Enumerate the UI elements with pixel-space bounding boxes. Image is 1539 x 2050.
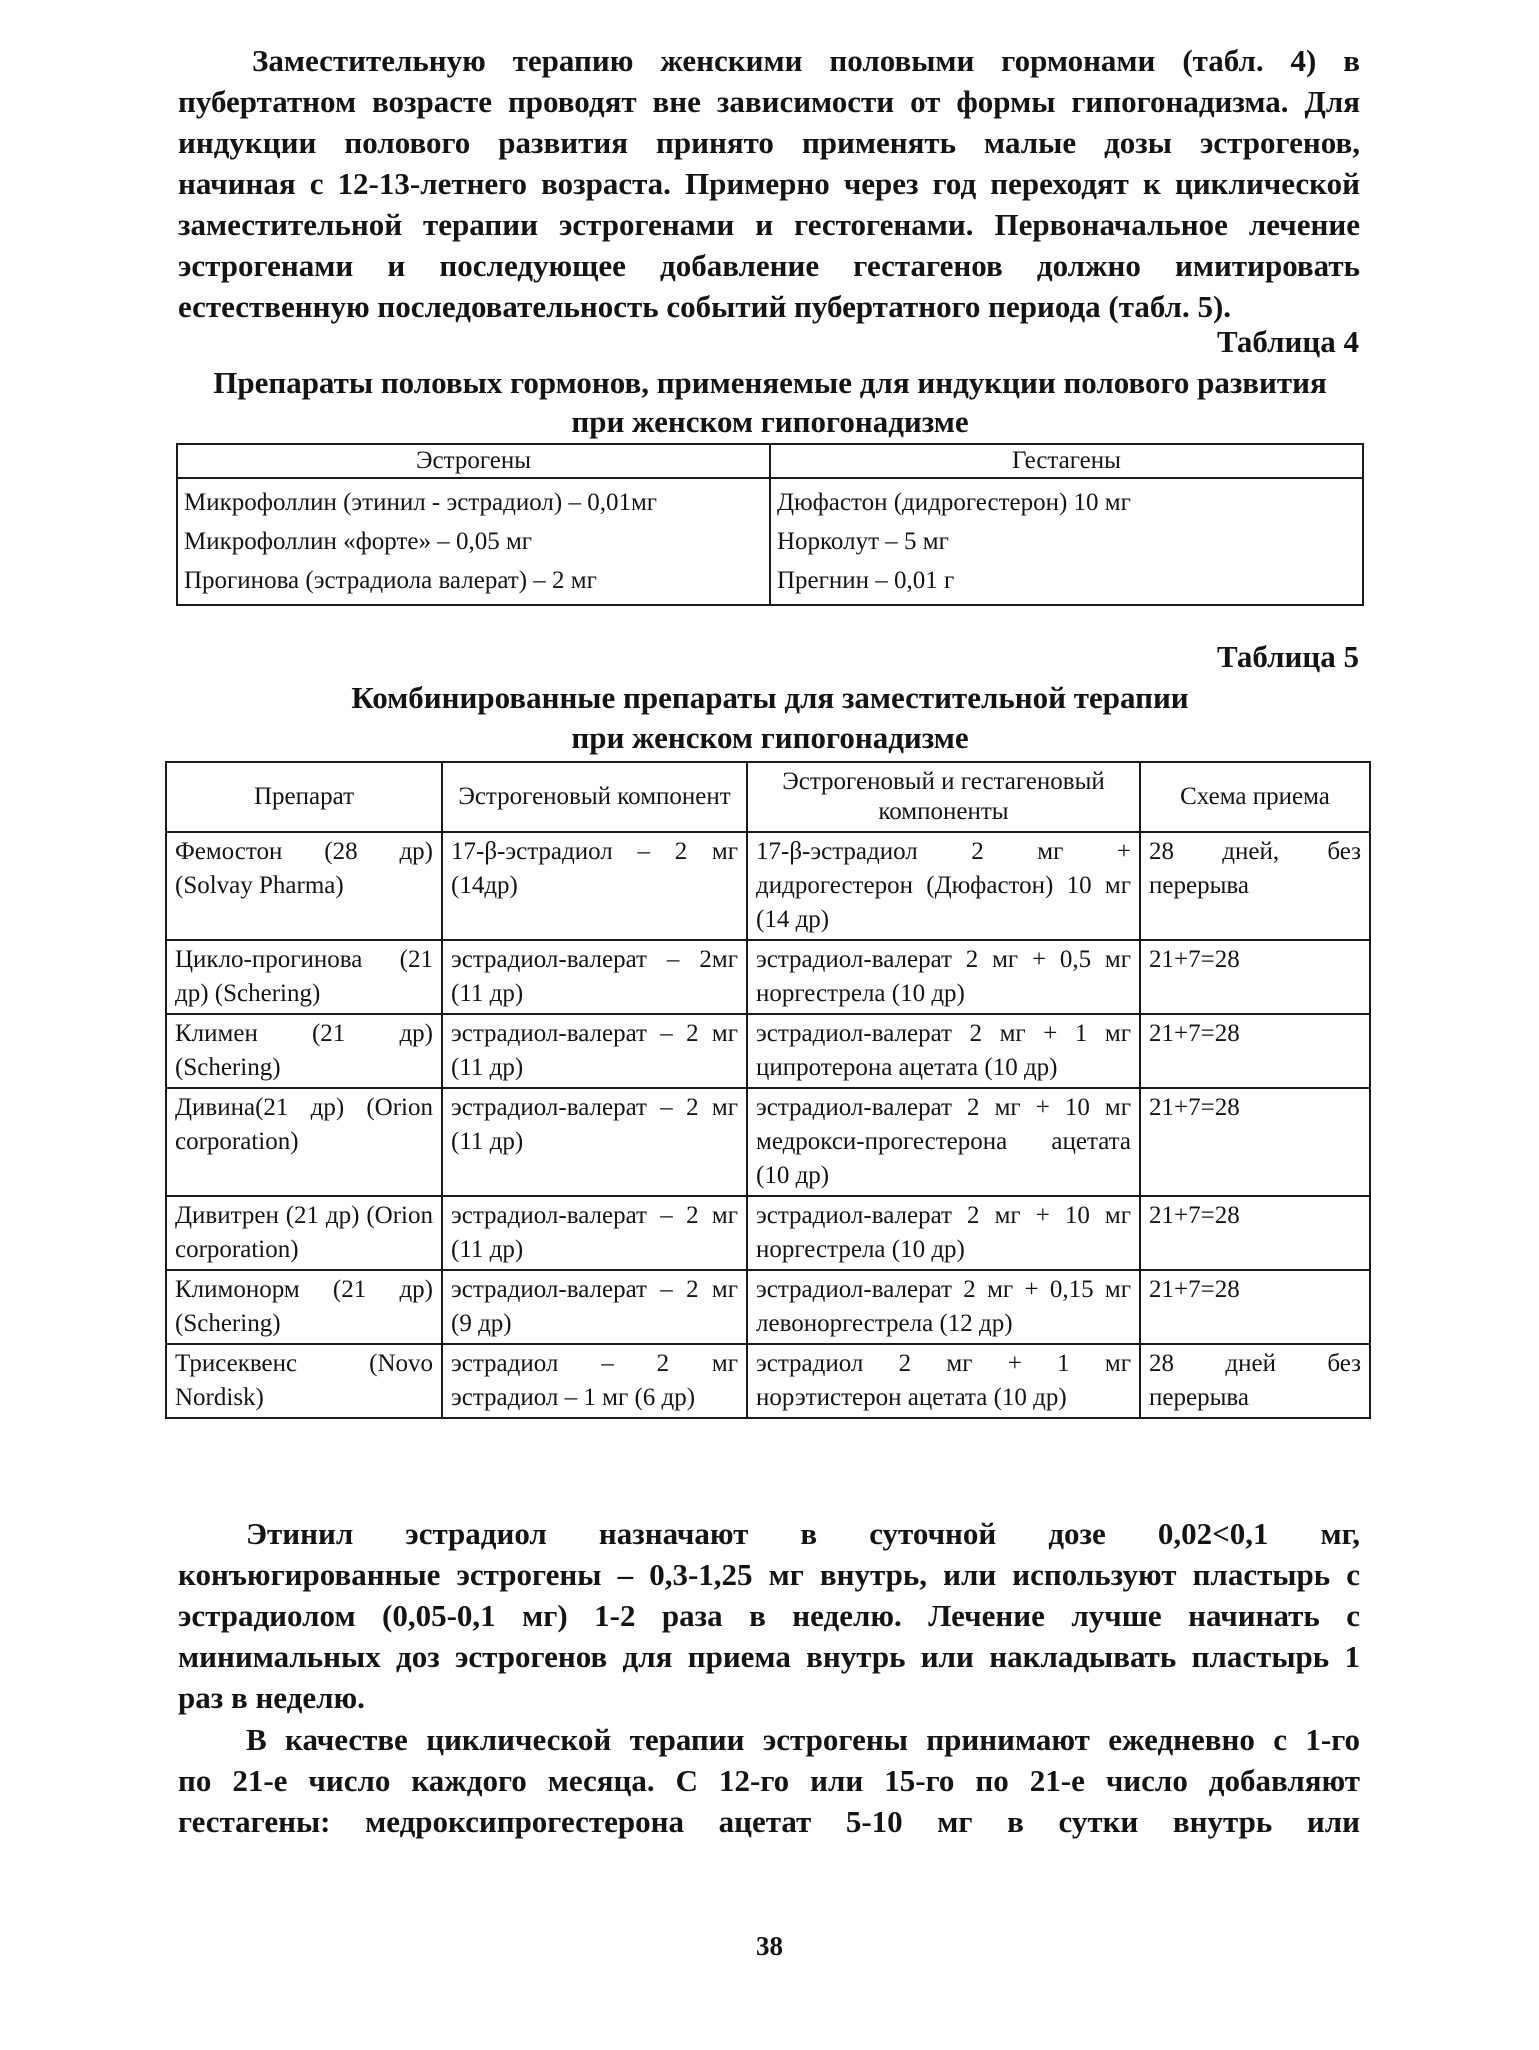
- table-header-row: [166, 762, 1370, 832]
- table5-title: Комбинированные препараты для заместительной терапии: [351, 680, 1189, 715]
- table-cell: эстрадиол-валерат 2 мг + 10 мг норгестрела (10 др): [747, 1196, 1140, 1270]
- table-cell: Климонорм (21 др) (Schering): [166, 1270, 442, 1344]
- intro-paragraph: [178, 40, 1360, 327]
- list-item: Дюфастон (дидрогестерон) 10 мг: [777, 489, 1131, 516]
- paragraph-line: эстрадиолом (0,05-0,1 мг) 1-2 раза в неделю. Лечение лучше начинать с: [178, 1598, 1360, 1633]
- table-cell: эстрадиол-валерат – 2 мг (9 др): [442, 1270, 747, 1344]
- paragraph-line: пубертатном возрасте проводят вне зависимости от формы гипогонадизма. Для: [178, 84, 1360, 119]
- cyclic-therapy-paragraph: [178, 1719, 1360, 1842]
- table-cell: 17-β-эстрадиол 2 мг + дидрогестерон (Дюфастон) 10 мг (14 др): [747, 832, 1140, 940]
- table-cell: 21+7=28: [1140, 1014, 1370, 1088]
- table-cell: Фемостон (28 др) (Solvay Pharma): [166, 832, 442, 940]
- paragraph-line: гестагены: медроксипрогестерона ацетат 5-10 мг в сутки внутрь или: [178, 1804, 1360, 1839]
- table-row: [166, 1344, 1370, 1418]
- table-cell: 28 дней, без перерыва: [1140, 832, 1370, 940]
- paragraph-line: конъюгированные эстрогены – 0,3-1,25 мг внутрь, или используют пластырь с: [178, 1557, 1360, 1592]
- column-header: Гестагены: [770, 444, 1363, 478]
- table-cell: 21+7=28: [1140, 1088, 1370, 1196]
- table-cell: Трисеквенс (Novo Nordisk): [166, 1344, 442, 1418]
- column-header: Схема приема: [1140, 762, 1370, 832]
- table-cell: эстрадиол-валерат – 2 мг (11 др): [442, 1196, 747, 1270]
- table-cell: эстрадиол 2 мг + 1 мг норэтистерон ацетата (10 др): [747, 1344, 1140, 1418]
- table4-title: Препараты половых гормонов, применяемые для индукции полового развития: [213, 365, 1327, 400]
- table4-label: Таблица 4: [1217, 324, 1359, 359]
- gestagens-cell: [770, 478, 1363, 605]
- paragraph-line: эстрогенами и последующее добавление гестагенов должно имитировать: [178, 248, 1360, 283]
- paragraph-line: Заместительную терапию женскими половыми гормонами (табл. 4) в: [252, 43, 1360, 78]
- paragraph-line: индукции полового развития принято применять малые дозы эстрогенов,: [178, 125, 1360, 160]
- page-number: 38: [756, 1931, 783, 1961]
- list-item: Прогинова (эстрадиола валерат) – 2 мг: [184, 567, 597, 594]
- table-cell: эстрадиол-валерат 2 мг + 10 мг медрокси-прогестерона ацетата (10 др): [747, 1088, 1140, 1196]
- paragraph-line: заместительной терапии эстрогенами и гестогенами. Первоначальное лечение: [178, 207, 1360, 242]
- table5: [165, 761, 1371, 1419]
- table-cell: эстрадиол-валерат – 2 мг (11 др): [442, 1014, 747, 1088]
- table-cell: Климен (21 др) (Schering): [166, 1014, 442, 1088]
- table-cell: Цикло-прогинова (21 др) (Schering): [166, 940, 442, 1014]
- table-row: [177, 478, 1363, 605]
- paragraph-line: В качестве циклической терапии эстрогены принимают ежедневно с 1-го: [246, 1722, 1360, 1757]
- paragraph-line: Этинил эстрадиол назначают в суточной дозе 0,02<0,1 мг,: [246, 1516, 1360, 1551]
- table4-title: при женском гипогонадизме: [571, 404, 969, 439]
- list-item: Микрофоллин «форте» – 0,05 мг: [184, 528, 533, 555]
- table-cell: эстрадиол-валерат – 2мг (11 др): [442, 940, 747, 1014]
- table-cell: эстрадиол-валерат 2 мг + 0,5 мг норгестрела (10 др): [747, 940, 1140, 1014]
- paragraph-line: естественную последовательность событий пубертатного периода (табл. 5).: [178, 289, 1232, 324]
- table-row: [166, 1270, 1370, 1344]
- table-cell: 21+7=28: [1140, 940, 1370, 1014]
- table5-title: при женском гипогонадизме: [571, 720, 969, 755]
- column-header: Эстрогеновый компонент: [442, 762, 747, 832]
- table-header-row: [177, 444, 1363, 478]
- table4: [176, 443, 1364, 606]
- table-cell: 17-β-эстрадиол – 2 мг (14др): [442, 832, 747, 940]
- dosage-paragraph: [178, 1513, 1360, 1718]
- table-cell: Дивина(21 др) (Orion corporation): [166, 1088, 442, 1196]
- table-row: [166, 1196, 1370, 1270]
- list-item: Прегнин – 0,01 г: [777, 567, 955, 594]
- table5-label: Таблица 5: [1217, 639, 1359, 674]
- list-item: Норколут – 5 мг: [777, 528, 949, 555]
- table-row: [166, 1088, 1370, 1196]
- table-cell: Дивитрен (21 др) (Orion corporation): [166, 1196, 442, 1270]
- column-header: Эстрогеновый и гестагеновый компоненты: [747, 762, 1140, 832]
- table-cell: 28 дней без перерыва: [1140, 1344, 1370, 1418]
- table-cell: эстрадиол-валерат 2 мг + 0,15 мг левоноргестрела (12 др): [747, 1270, 1140, 1344]
- table-row: [166, 1014, 1370, 1088]
- paragraph-line: по 21-е число каждого месяца. С 12-го или 15-го по 21-е число добавляют: [178, 1763, 1360, 1798]
- paragraph-line: раз в неделю.: [178, 1680, 365, 1715]
- estrogens-cell: [177, 478, 770, 605]
- paragraph-line: минимальных доз эстрогенов для приема внутрь или накладывать пластырь 1: [178, 1639, 1360, 1674]
- table-cell: эстрадиол-валерат – 2 мг (11 др): [442, 1088, 747, 1196]
- list-item: Микрофоллин (этинил - эстрадиол) – 0,01мг: [184, 489, 658, 516]
- table-row: [166, 832, 1370, 940]
- paragraph-line: начиная с 12-13-летнего возраста. Примерно через год переходят к циклической: [178, 166, 1360, 201]
- column-header: Препарат: [166, 762, 442, 832]
- table-row: [166, 940, 1370, 1014]
- table-cell: 21+7=28: [1140, 1270, 1370, 1344]
- table-cell: эстрадиол-валерат 2 мг + 1 мг ципротерона ацетата (10 др): [747, 1014, 1140, 1088]
- table-cell: эстрадиол – 2 мг эстрадиол – 1 мг (6 др): [442, 1344, 747, 1418]
- column-header: Эстрогены: [177, 444, 770, 478]
- table-cell: 21+7=28: [1140, 1196, 1370, 1270]
